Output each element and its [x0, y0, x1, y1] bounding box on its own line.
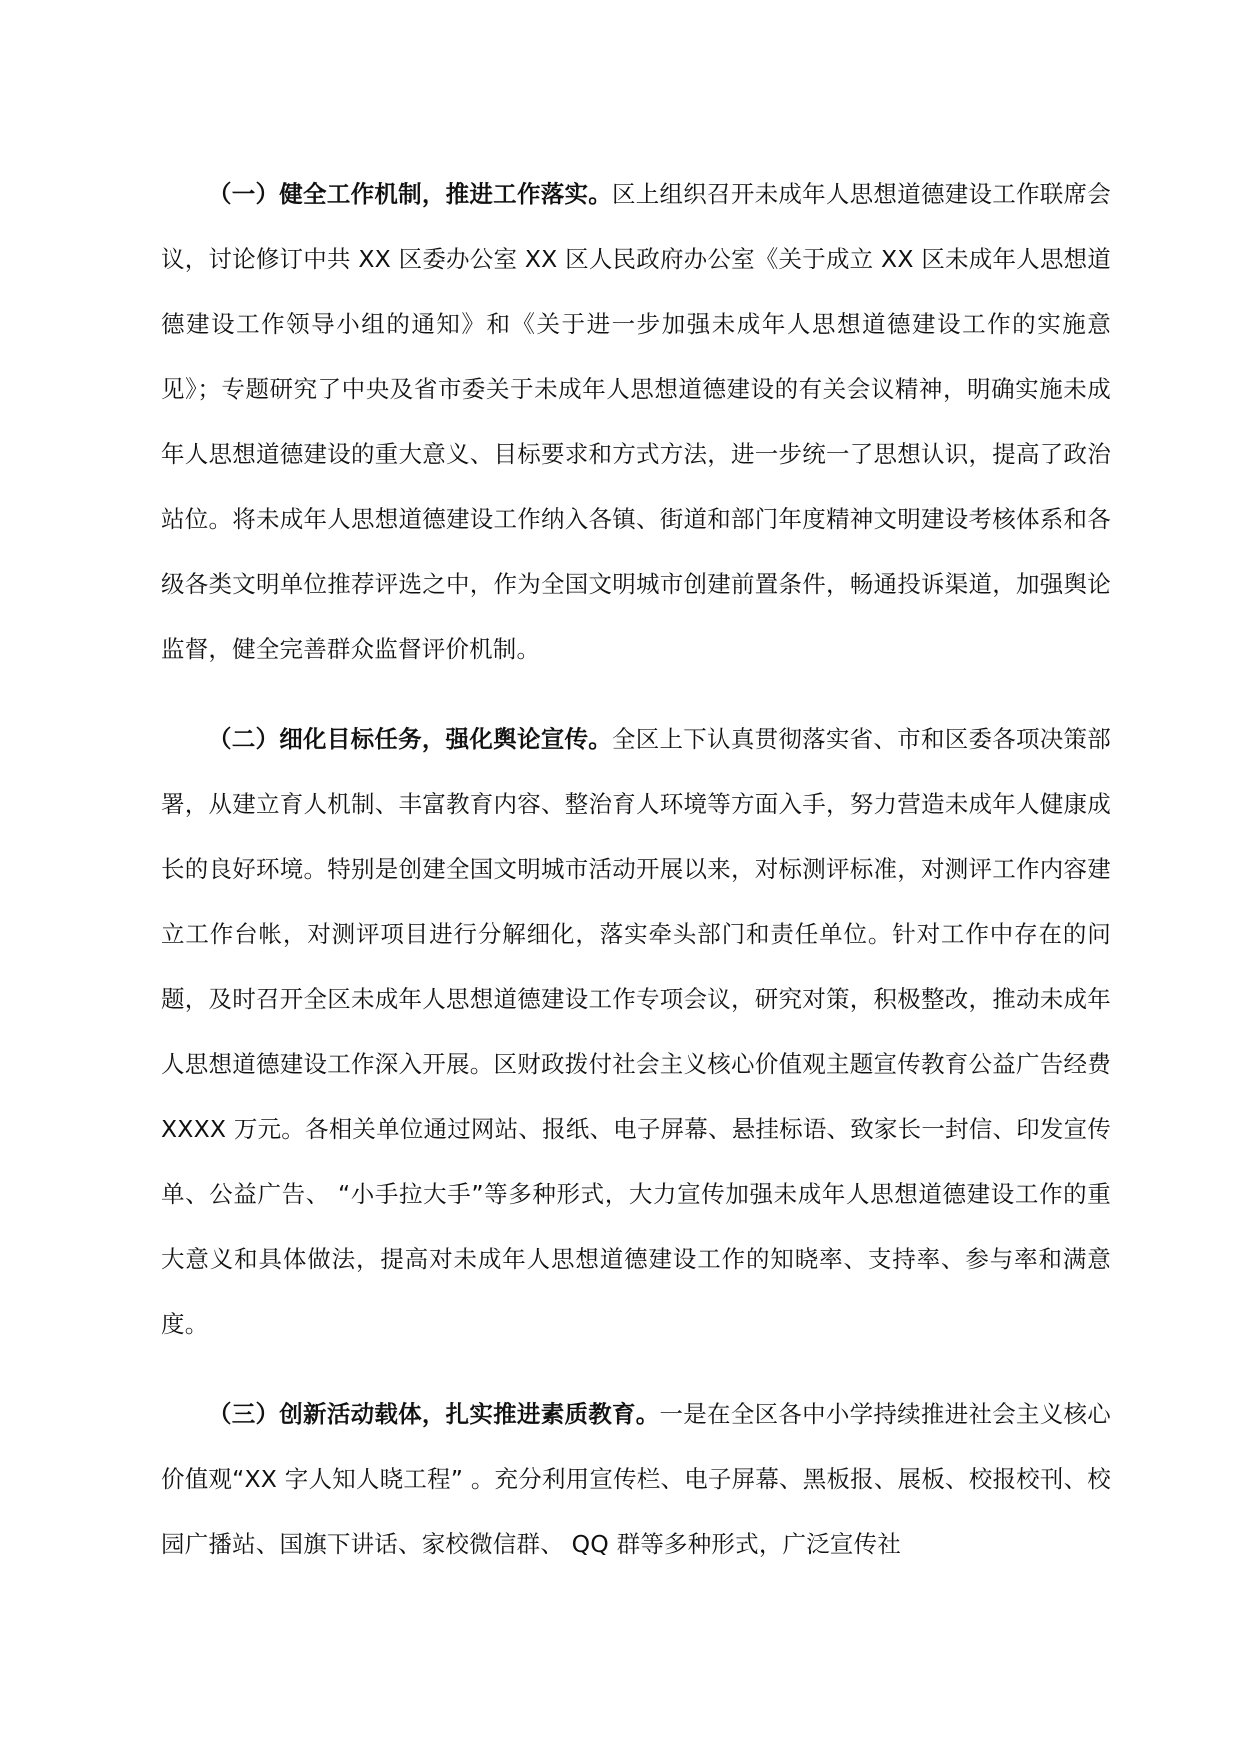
paragraph-2 — [161, 707, 1111, 1357]
paragraph-1-heading: （一）健全工作机制，推进工作落实。 — [208, 180, 612, 208]
paragraph-1-body: 区上组织召开未成年人思想道德建设工作联席会议，讨论修订中共 XX 区委办公室 XX 区人民政府办公室《关于成立 XX 区未成年人思想道德建设工作领导小组的通知》和《关于进一步加强未成年人思想道德建设工作的实施意见》；专题研究了中央及省市委关于未成年人思想道德建设的有关会议精神，明确实施未成年人思想道德建设的重大意义、目标要求和方式方法，进一步统一了思想认识，提高了政治站位。将未成年人思想道德建设工作纳入各镇、街道和部门年度精神文明建设考核体系和各级各类文明单位推荐评选之中，作为全国文明城市创建前置条件，畅通投诉渠道，加强舆论监督，健全完善群众监督评价机制。 — [161, 180, 1111, 663]
paragraph-2-body: 全区上下认真贯彻落实省、市和区委各项决策部署，从建立育人机制、丰富教育内容、整治育人环境等方面入手，努力营造未成年人健康成长的良好环境。特别是创建全国文明城市活动开展以来，对标测评标准，对测评工作内容建立工作台帐，对测评项目进行分解细化，落实牵头部门和责任单位。针对工作中存在的问题，及时召开全区未成年人思想道德建设工作专项会议，研究对策，积极整改，推动未成年人思想道德建设工作深入开展。区财政拨付社会主义核心价值观主题宣传教育公益广告经费 XXXX 万元。各相关单位通过网站、报纸、电子屏幕、悬挂标语、致家长一封信、印发宣传单、公益广告、 “小手拉大手”等多种形式，大力宣传加强未成年人思想道德建设工作的重大意义和具体做法，提高对未成年人思想道德建设工作的知晓率、支持率、参与率和满意度。 — [161, 725, 1111, 1338]
paragraph-2-heading: （二）细化目标任务，强化舆论宣传。 — [208, 725, 612, 753]
paragraph-3-body: 一是在全区各中小学持续推进社会主义核心价值观“XX 字人知人晓工程” 。充分利用宣传栏、电子屏幕、黑板报、展板、校报校刊、校园广播站、国旗下讲话、家校微信群、 QQ 群等多种形式，广泛宣传社 — [161, 1400, 1111, 1558]
paragraph-3 — [161, 1382, 1111, 1577]
paragraph-3-heading: （三）创新活动载体，扎实推进素质教育。 — [208, 1400, 660, 1428]
paragraph-1 — [161, 162, 1111, 682]
document-body — [161, 162, 1111, 1602]
